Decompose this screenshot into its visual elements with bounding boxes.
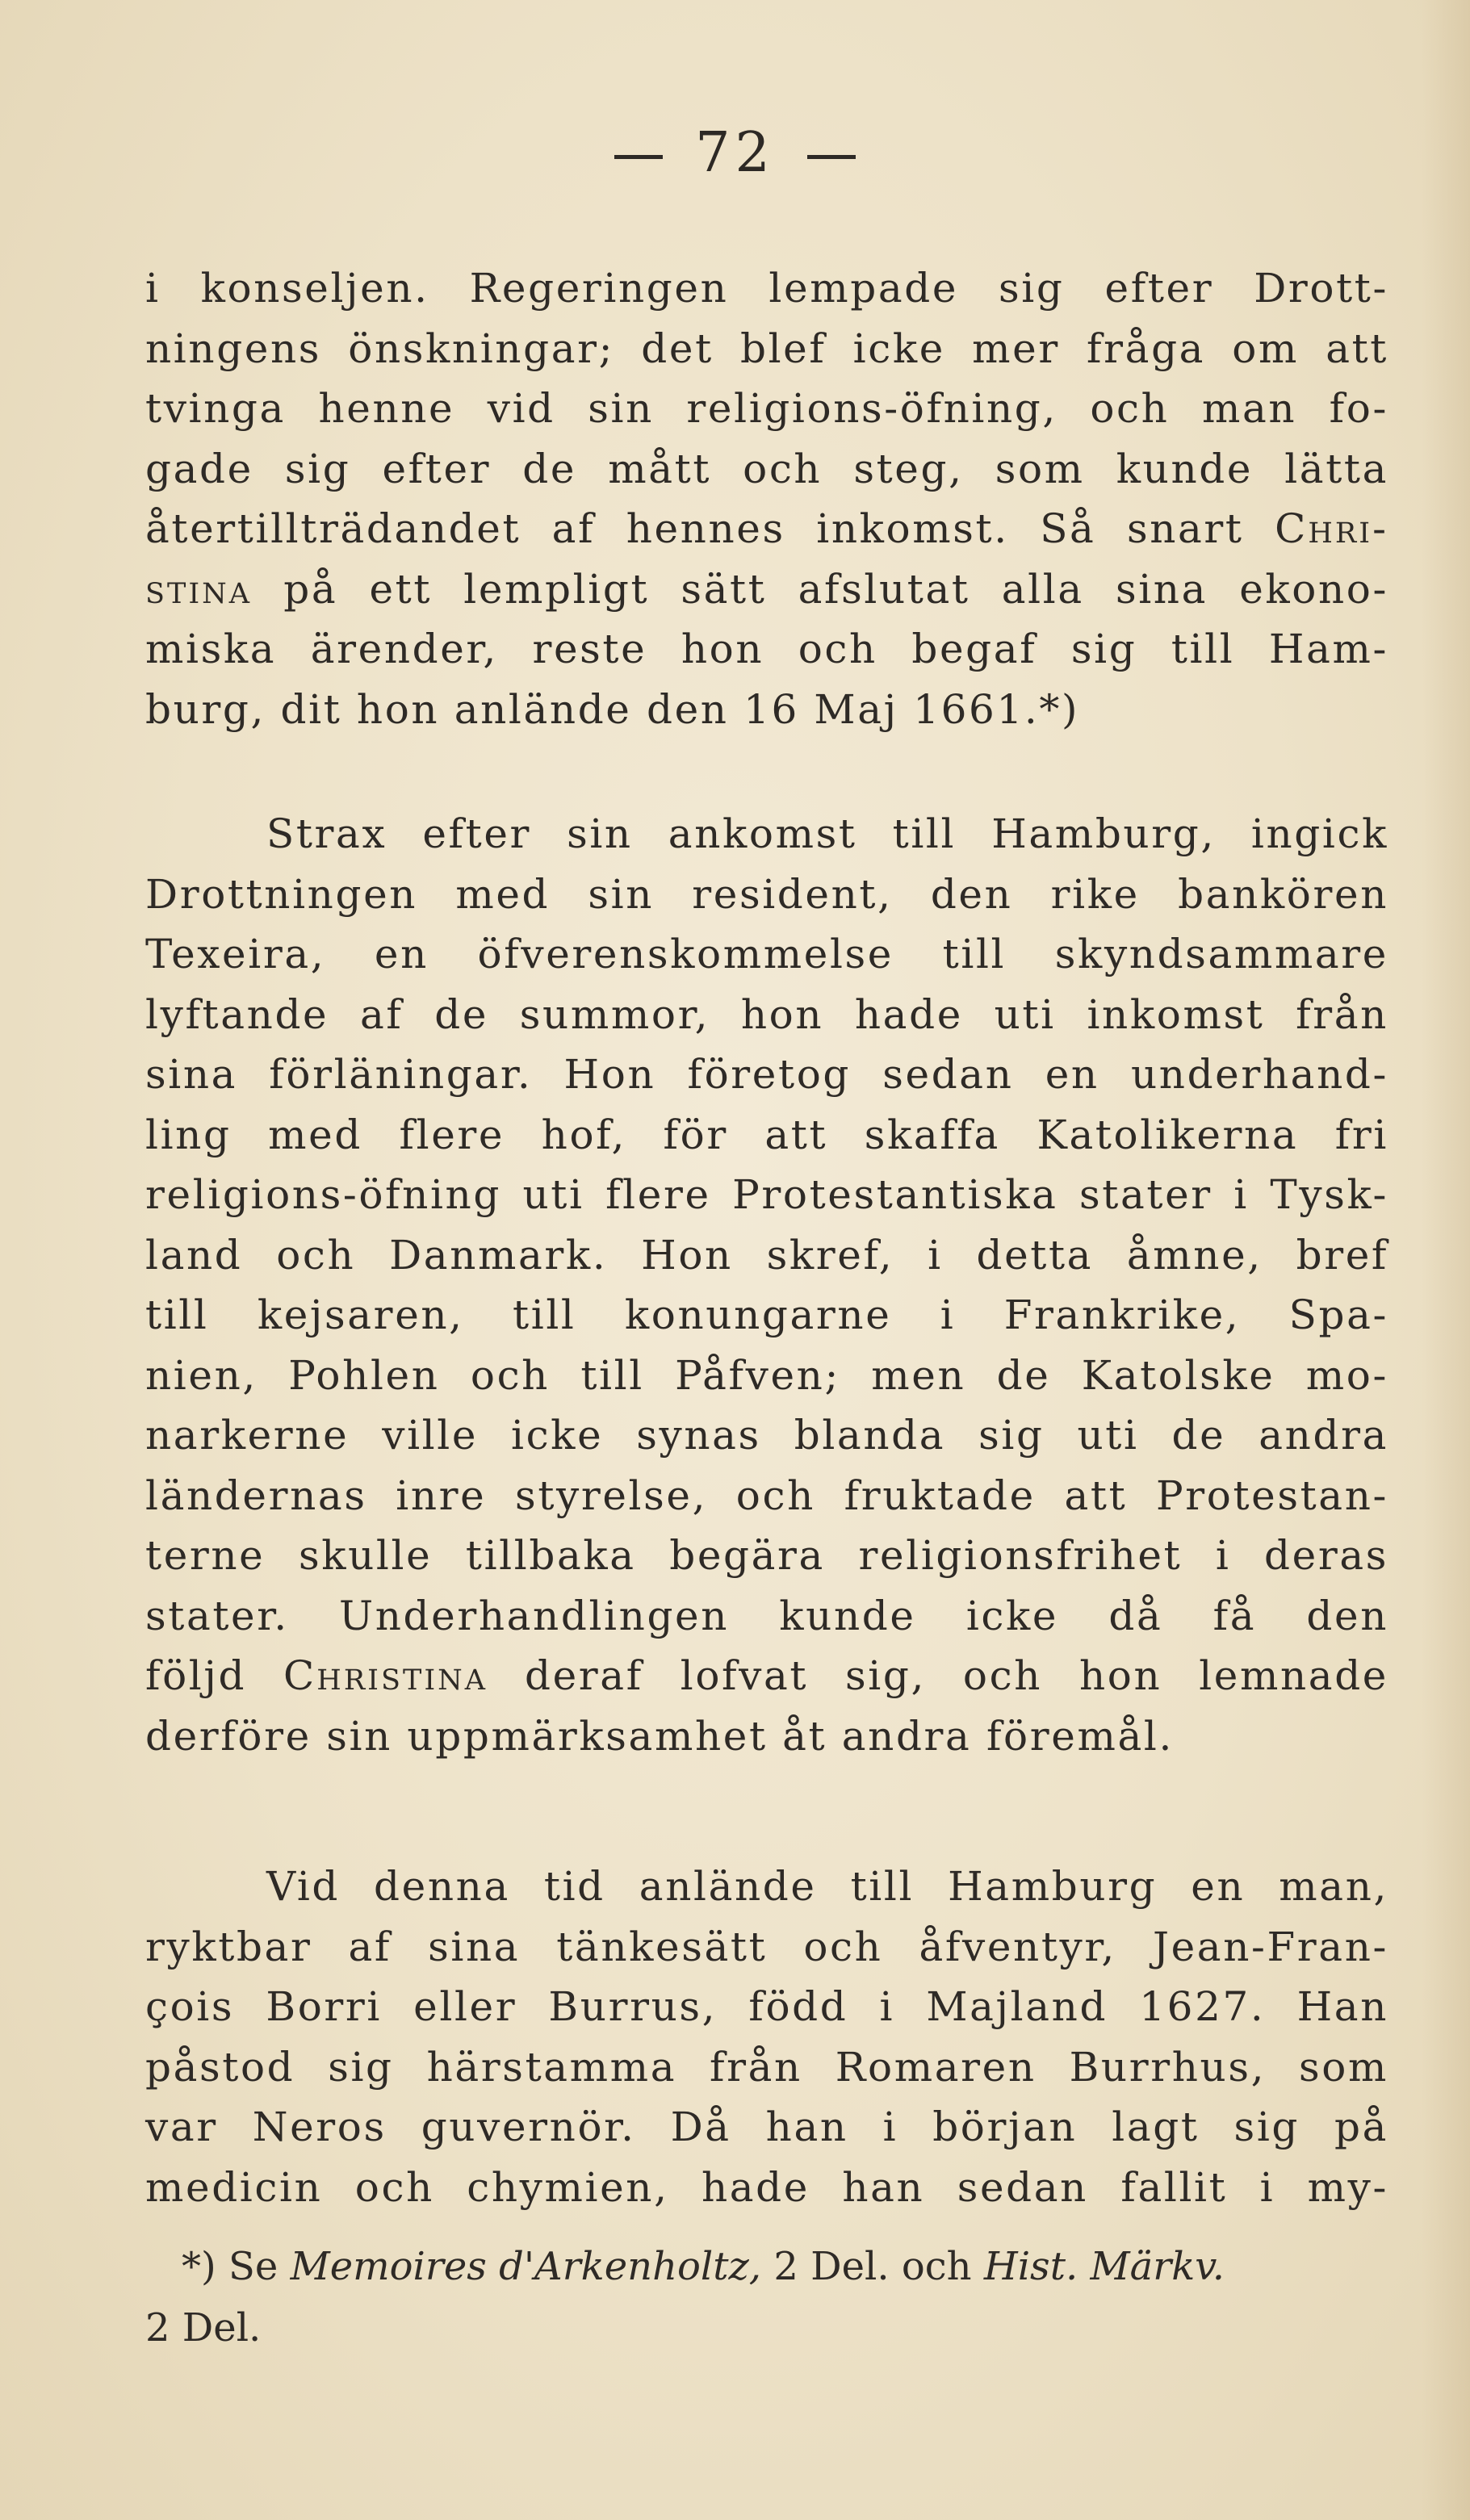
footnote-prefix: Se [228, 2244, 279, 2289]
text-line: till kejsaren, till konungarne i Frankrike, Spa- [145, 1291, 1388, 1338]
text-line: Vid denna tid anlände till Hamburg en man, [266, 1863, 1388, 1910]
text-line: tvinga henne vid sin religions-öfning, och man fo- [145, 385, 1388, 432]
page-header [0, 121, 1470, 185]
header-dash-right [807, 155, 856, 159]
name-christina: Christina [283, 1652, 488, 1699]
text-segment: deraf lofvat sig, och [525, 1652, 1043, 1699]
text-line: medicin och chymien, hade han sedan fallit i my- [145, 2163, 1388, 2211]
name-christina-part1: Chri- [1275, 505, 1388, 552]
text-line: Drottningen med sin resident, den rike bankören [145, 870, 1388, 918]
text-line: miska ärender, reste hon och begaf sig till Ham- [145, 626, 1388, 672]
paragraph-1 [145, 258, 1388, 739]
paragraph-2 [145, 804, 1388, 1766]
text-line: terne skulle tillbaka begära religionsfrihet i deras [145, 1532, 1388, 1579]
text-segment: återtillträdandet af hennes inkomst. Så snart [145, 505, 1244, 552]
text-line: ningens önskningar; det blef icke mer fråga om att [145, 324, 1388, 372]
text-line: land och Danmark. Hon skref, i detta åmne, bref [145, 1231, 1388, 1279]
text-line: çois Borri eller Burrus, född i Majland 1627. Han [145, 1983, 1388, 2030]
paragraph-gap [145, 1766, 1388, 1857]
text-line-with-name [145, 499, 1388, 559]
page-edge-shadow [1422, 0, 1470, 2520]
page-number: 72 [695, 121, 775, 185]
text-line: gade sig efter de mått och steg, som kunde lätta [145, 445, 1388, 492]
text-line: nien, Pohlen och till Påfven; men de Katolske mo- [145, 1351, 1388, 1399]
text-line: narkerne ville icke synas blanda sig uti de andra [145, 1412, 1388, 1459]
header-dash-left [614, 155, 663, 159]
text-line: burg, dit hon anlände den 16 Maj 1661.*) [145, 685, 1080, 733]
text-line: lyftande af de summor, hon hade uti inkomst från [145, 990, 1388, 1038]
paragraph-gap [145, 739, 1388, 804]
text-line: Strax efter sin ankomst till Hamburg, ingick [266, 810, 1388, 857]
text-line: i konseljen. Regeringen lempade sig efter Drott- [145, 265, 1388, 312]
text-line: derföre sin uppmärksamhet åt andra föremål. [145, 1712, 1174, 1760]
text-line: ling med flere hof, för att skaffa Katolikerna fri [145, 1111, 1388, 1158]
footnote-marker: *) [182, 2244, 216, 2289]
name-christina-part2: stina [145, 565, 253, 613]
footnote [145, 2236, 1388, 2359]
text-line: var Neros guvernör. Då han i början lagt sig på [145, 2103, 1388, 2150]
footnote-line-2: 2 Del. [145, 2305, 262, 2350]
text-line: Texeira, en öfverenskommelse till skyndsammare [145, 931, 1388, 977]
text-line: sina förläningar. Hon företog sedan en underhand- [145, 1051, 1388, 1098]
text-line: ryktbar af sina tänkesätt och åfventyr, Jean-Fran- [145, 1923, 1388, 1970]
text-line: religions-öfning uti flere Protestantiska stater i Tysk- [145, 1171, 1388, 1218]
footnote-line-1 [145, 2236, 1388, 2297]
text-line: ländernas inre styrelse, och fruktade att Protestan- [145, 1471, 1388, 1519]
text-segment: hon lemnade [1078, 1652, 1388, 1699]
paragraph-3 [145, 1857, 1388, 2217]
footnote-title-2: Hist. Märkv. [983, 2244, 1225, 2289]
text-segment: på ett lempligt sätt afslutat alla sina ekono- [283, 565, 1388, 613]
text-line: stater. Underhandlingen kunde icke då få den [145, 1592, 1388, 1639]
footnote-middle: 2 Del. och [773, 2244, 972, 2289]
text-line-with-name [145, 1646, 1388, 1706]
text-line: påstod sig härstamma från Romaren Burrhus, som [145, 2043, 1388, 2091]
footnote-title-1: Memoires d'Arkenholtz, [290, 2244, 762, 2289]
text-segment: följd [145, 1652, 247, 1699]
main-text [145, 258, 1388, 2217]
text-line-with-name [145, 559, 1388, 620]
